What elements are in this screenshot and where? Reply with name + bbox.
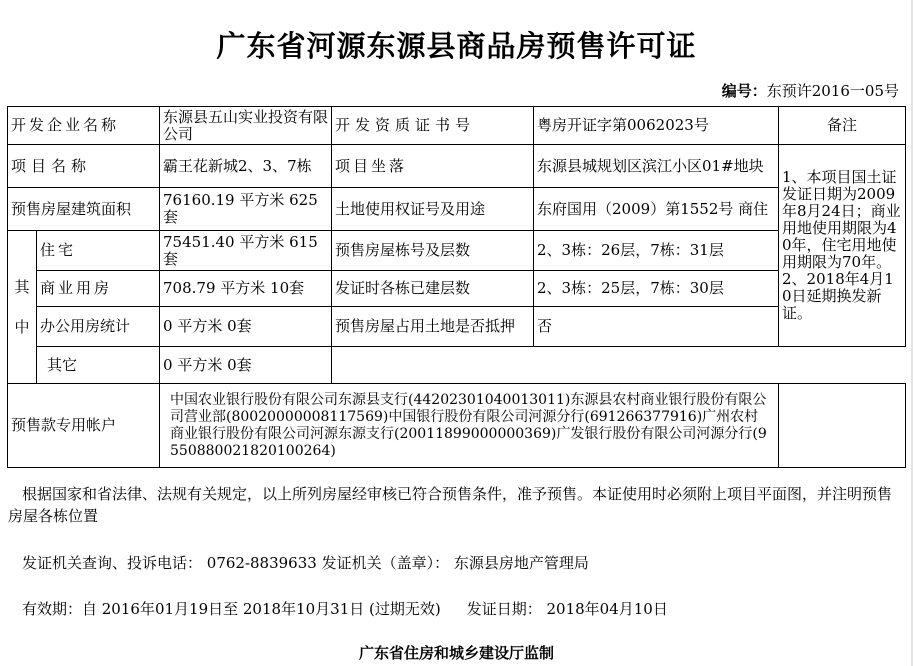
table-row [8,347,906,384]
developer-label: 开发企业名称 [8,107,160,145]
table-row [8,231,906,271]
table-row [8,271,906,307]
permit-table [7,106,906,468]
built-label: 发证时各栋已建层数 [332,271,534,307]
residential-value: 75451.40 平方米 615 套 [160,231,332,271]
permit-number [722,80,899,101]
area-label: 预售房屋建筑面积 [8,188,160,231]
permit-number-label: 编号： [721,82,767,100]
built-value: 2、3栋：25层，7栋：30层 [534,271,779,307]
mortgage-value: 否 [534,307,779,347]
table-row [8,384,906,468]
project-value: 霸王花新城2、3、7栋 [160,145,332,188]
developer-value: 东源县五山实业投资有限公司 [160,107,332,145]
land-value: 东府国用（2009）第1552号 商住 [534,188,779,231]
contact-text: 发证机关查询、投诉电话： 0762-8839633 发证机关（盖章）： 东源县房地产管理局 [22,554,589,572]
remark-label: 备注 [779,107,906,145]
office-value: 0 平方米 0套 [160,307,332,347]
table-row [8,188,906,231]
residential-label: 住宅 [37,231,160,271]
mortgage-label: 预售房屋占用土地是否抵押 [332,307,534,347]
buildings-value: 2、3栋：26层，7栋：31层 [534,231,779,271]
commercial-value: 708.79 平方米 10套 [160,271,332,307]
validity-line [22,598,668,620]
table-row [8,107,906,145]
location-label: 项目坐落 [332,145,534,188]
issue-date-text: 发证日期： 2018年04月10日 [466,600,668,618]
account-remark-blank [779,384,906,468]
area-value: 76160.19 平方米 625 套 [160,188,332,231]
page-title: 广东省河源东源县商品房预售许可证 [216,29,697,63]
land-label: 土地使用权证号及用途 [332,188,534,231]
qualification-label: 开发资质证书号 [332,107,534,145]
footer-supervisor: 广东省住房和城乡建设厅监制 [358,644,554,662]
table-row [8,307,906,347]
blank-cell [332,347,906,384]
location-value: 东源县城规划区滨江小区01#地块 [534,145,779,188]
commercial-label: 商业用房 [37,271,160,307]
account-value: 中国农业银行股份有限公司东源县支行(44202301040013011)东源县农村商业银行股份有限公司营业部(80020000008117569)中国银行股份有限公司河源分行(691266377916)广州农村商业银行股份有限公司河源东源支行(20011899000000369)广发银行股份有限公司河源分行(9550880021820100264) [160,384,779,468]
permit-number-value: 东预许2016一05号 [766,82,899,100]
of-which-label: 其中 [8,231,37,384]
statement-text: 根据国家和省法律、法规有关规定，以上所列房屋经审核已符合预售条件，准予预售。本证使用时必须附上项目平面图，并注明预售房屋各栋位置 [8,485,893,525]
qualification-value: 粤房开证字第0062023号 [534,107,779,145]
account-label: 预售款专用帐户 [8,384,160,468]
validity-text: 有效期：自 2016年01月19日至 2018年10月31日 (过期无效) [22,600,441,618]
buildings-label: 预售房屋栋号及层数 [332,231,534,271]
project-label: 项目名称 [8,145,160,188]
table-row [8,145,906,188]
other-value: 0 平方米 0套 [160,347,332,384]
office-label: 办公用房统计 [37,307,160,347]
remark-text: 1、本项目国土证发证日期为2009年8月24日；商业用地使用期限为40年，住宅用地使用期限为70年。2、2018年4月10日延期换发新证。 [779,145,906,347]
other-label: 其它 [37,347,160,384]
